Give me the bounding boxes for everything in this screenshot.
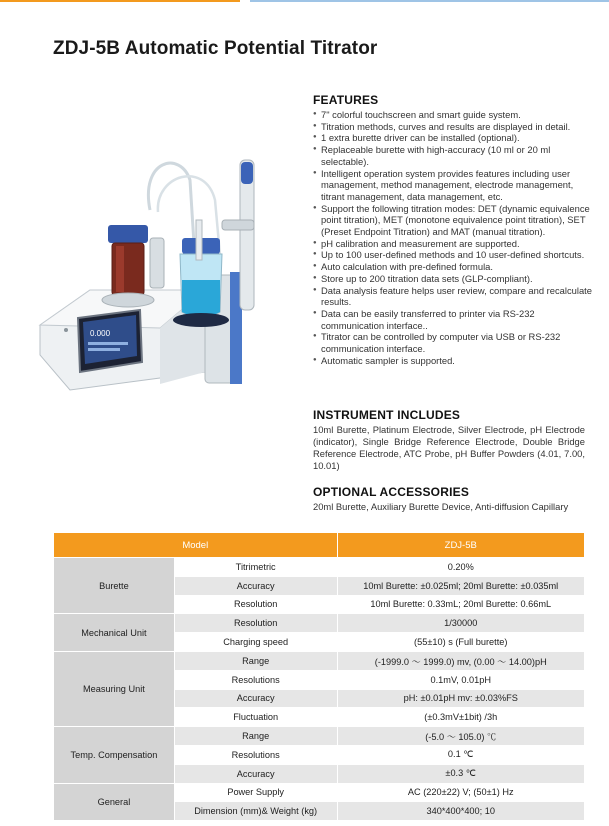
feature-item: ● Up to 100 user-defined methods and 10 user-defined shortcuts. — [313, 249, 593, 261]
feature-item: ● Support the following titration modes: DET (dynamic equivalence point titration), MET (monotone equivalence point titration), SET (Preset Endpoint Titration) and MAT (manual titration). — [313, 203, 593, 238]
param-cell: Power Supply — [174, 783, 337, 802]
feature-item: ● Intelligent operation system provides features including user management, method management, electrode management, titrant management, data management, etc. — [313, 168, 593, 203]
param-cell: Resolutions — [174, 670, 337, 689]
param-cell: Titrimetric — [174, 558, 337, 577]
value-cell: 0.1 ℃ — [337, 745, 585, 764]
param-cell: Range — [174, 651, 337, 670]
feature-item: ● Auto calculation with pre-defined formula. — [313, 261, 593, 273]
param-cell: Accuracy — [174, 764, 337, 783]
feature-item: ● Store up to 200 titration data sets (GLP-compliant). — [313, 273, 593, 285]
value-cell: (±0.3mV±1bit) /3h — [337, 708, 585, 727]
features-section — [313, 93, 593, 366]
group-cell-mechanical-unit: Mechanical Unit — [54, 614, 175, 652]
model-value-cell: ZDJ-5B — [337, 533, 585, 558]
value-cell: AC (220±22) V; (50±1) Hz — [337, 783, 585, 802]
top-rule — [0, 0, 609, 4]
table-header-row — [54, 533, 585, 558]
group-cell-measuring-unit: Measuring Unit — [54, 651, 175, 726]
includes-heading: INSTRUMENT INCLUDES — [313, 408, 461, 422]
value-cell: 340*400*400; 10 — [337, 802, 585, 821]
model-label-cell: Model — [54, 533, 338, 558]
feature-item: ● Replaceable burette with high-accuracy (10 ml or 20 ml selectable). — [313, 144, 593, 167]
table-row — [54, 727, 585, 746]
param-cell: Fluctuation — [174, 708, 337, 727]
device-screen-reading: 0.000 — [90, 329, 111, 338]
top-rule-blue — [250, 0, 609, 2]
param-cell: Dimension (mm)& Weight (kg) — [174, 802, 337, 821]
value-cell: 10ml Burette: 0.33mL; 20ml Burette: 0.66mL — [337, 595, 585, 614]
group-cell-burette: Burette — [54, 558, 175, 614]
feature-item: ● Data can be easily transferred to printer via RS-232 communication interface.. — [313, 308, 593, 331]
param-cell: Accuracy — [174, 689, 337, 708]
param-cell: Resolution — [174, 595, 337, 614]
titrator-product-image — [30, 140, 300, 400]
param-cell: Range — [174, 727, 337, 746]
value-cell: pH: ±0.01pH mv: ±0.03%FS — [337, 689, 585, 708]
optional-heading: OPTIONAL ACCESSORIES — [313, 485, 470, 499]
top-rule-orange — [0, 0, 240, 2]
group-cell-temp-compensation: Temp. Compensation — [54, 727, 175, 783]
optional-text: 20ml Burette, Auxiliary Burette Device, Anti-diffusion Capillary — [313, 501, 569, 512]
table-row — [54, 651, 585, 670]
feature-item: ● Data analysis feature helps user review, compare and recalculate results. — [313, 285, 593, 308]
page-title: ZDJ-5B Automatic Potential Titrator — [53, 38, 378, 59]
param-cell: Resolutions — [174, 745, 337, 764]
value-cell: (-1999.0 ～ 1999.0) mv, (0.00 ～ 14.00)pH — [337, 651, 585, 670]
value-cell: 0.1mV, 0.01pH — [337, 670, 585, 689]
value-cell: ±0.3 ℃ — [337, 764, 585, 783]
table-row — [54, 558, 585, 577]
value-cell: 1/30000 — [337, 614, 585, 633]
value-cell: 10ml Burette: ±0.025ml; 20ml Burette: ±0.035ml — [337, 576, 585, 595]
features-heading: FEATURES — [313, 93, 379, 107]
param-cell: Resolution — [174, 614, 337, 633]
table-row — [54, 783, 585, 802]
group-cell-general: General — [54, 783, 175, 821]
instrument-includes-section — [313, 408, 585, 472]
table-row — [54, 614, 585, 633]
param-cell: Charging speed — [174, 633, 337, 652]
feature-item: ● pH calibration and measurement are supported. — [313, 238, 593, 250]
specification-table — [53, 532, 585, 821]
features-list — [313, 109, 593, 366]
feature-item: ● 1 extra burette driver can be installed (optional). — [313, 132, 593, 144]
feature-item: ● Automatic sampler is supported. — [313, 355, 593, 367]
value-cell: 0.20% — [337, 558, 585, 577]
feature-item: ● Titration methods, curves and results are displayed in detail. — [313, 121, 593, 133]
feature-item: ● Titrator can be controlled by computer via USB or RS-232 communication interface. — [313, 331, 593, 354]
feature-item: ● 7" colorful touchscreen and smart guide system. — [313, 109, 593, 121]
value-cell: (-5.0 ～ 105.0) ℃ — [337, 727, 585, 746]
param-cell: Accuracy — [174, 576, 337, 595]
includes-text: 10ml Burette, Platinum Electrode, Silver Electrode, pH Electrode (indicator), Single Bridge Reference Electrode, Double Bridge Reference Electrode, ATC Probe, pH Buffer Powders (4.01, 7.00, 10.01) — [313, 424, 585, 471]
optional-accessories-section — [313, 485, 593, 513]
value-cell: (55±10) s (Full burette) — [337, 633, 585, 652]
